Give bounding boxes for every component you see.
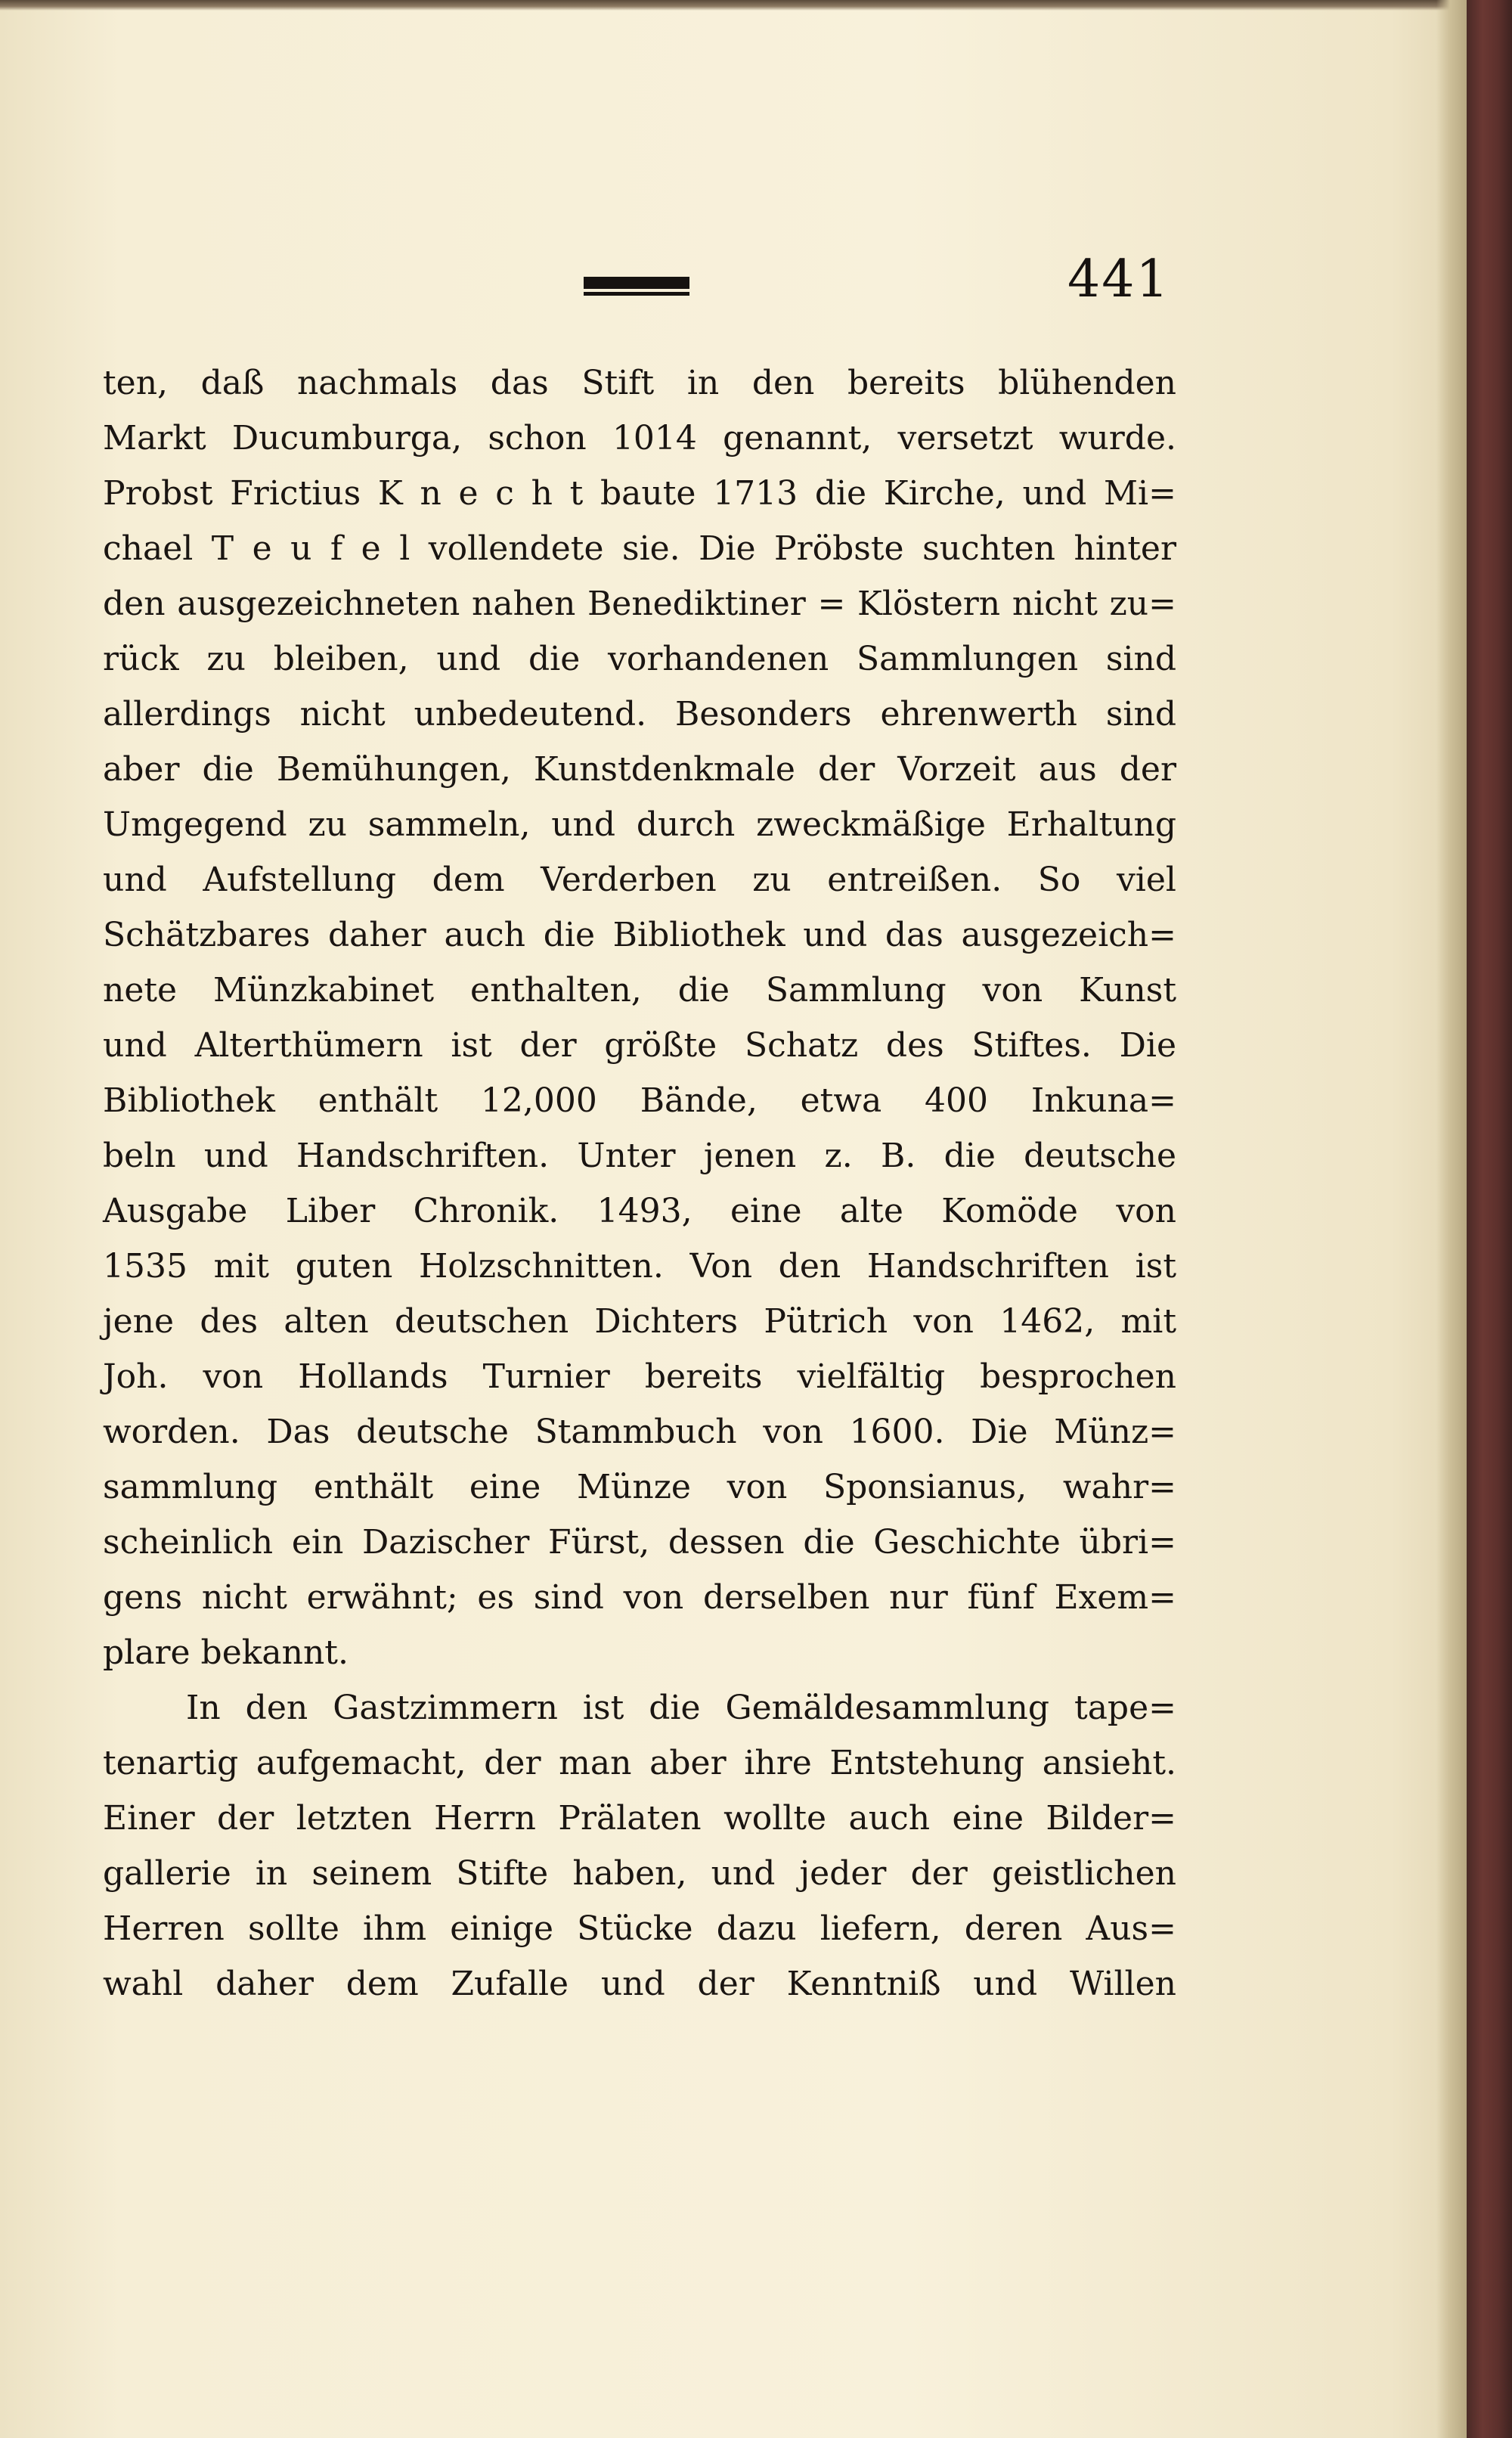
text-line: chael T e u f e l vollendete sie. Die Pröbste suchten hinter bbox=[103, 529, 1176, 568]
text-line: beln und Handschriften. Unter jenen z. B. die deutsche bbox=[103, 1137, 1176, 1175]
text-line: Bibliothek enthält 12,000 Bände, etwa 400 Inkuna= bbox=[103, 1081, 1176, 1120]
text-line: den ausgezeichneten nahen Benediktiner = Klöstern nicht zu= bbox=[103, 585, 1176, 623]
text-line: scheinlich ein Dazischer Fürst, dessen die Geschichte übri= bbox=[103, 1523, 1176, 1562]
text-line: Schätzbares daher auch die Bibliothek und das ausgezeich= bbox=[103, 916, 1176, 954]
text-line: aber die Bemühungen, Kunstdenkmale der Vorzeit aus der bbox=[103, 750, 1176, 789]
page-edge-shadow bbox=[1436, 0, 1467, 2438]
page-header bbox=[0, 250, 1436, 333]
text-line: plare bekannt. bbox=[103, 1633, 349, 1672]
text-line: tenartig aufgemacht, der man aber ihre Entstehung ansieht. bbox=[103, 1744, 1176, 1782]
text-line: gallerie in seinem Stifte haben, und jeder der geistlichen bbox=[103, 1854, 1176, 1893]
text-line: ten, daß nachmals das Stift in den bereits blühenden bbox=[103, 364, 1176, 402]
text-line: In den Gastzimmern ist die Gemäldesammlung tape= bbox=[186, 1689, 1176, 1727]
book-cover-edge bbox=[1467, 0, 1512, 2438]
text-line: allerdings nicht unbedeutend. Besonders ehrenwerth sind bbox=[103, 695, 1176, 734]
text-line: Herren sollte ihm einige Stücke dazu liefern, deren Aus= bbox=[103, 1909, 1176, 1948]
top-edge-shadow bbox=[0, 0, 1459, 11]
text-line: sammlung enthält eine Münze von Sponsianus, wahr= bbox=[103, 1468, 1176, 1506]
text-line: Umgegend zu sammeln, und durch zweckmäßige Erhaltung bbox=[103, 805, 1176, 844]
text-line: gens nicht erwähnt; es sind von derselben nur fünf Exem= bbox=[103, 1578, 1176, 1617]
text-line: wahl daher dem Zufalle und der Kenntniß und Willen bbox=[103, 1965, 1176, 2003]
text-line: worden. Das deutsche Stammbuch von 1600. Die Münz= bbox=[103, 1413, 1176, 1451]
body-text bbox=[103, 355, 1176, 2012]
text-line: nete Münzkabinet enthalten, die Sammlung von Kunst bbox=[103, 971, 1176, 1010]
header-rule bbox=[584, 277, 689, 289]
text-line: Ausgabe Liber Chronik. 1493, eine alte Komöde von bbox=[103, 1192, 1176, 1230]
text-line: Einer der letzten Herrn Prälaten wollte auch eine Bilder= bbox=[103, 1799, 1176, 1838]
text-line: Probst Frictius K n e c h t baute 1713 die Kirche, und Mi= bbox=[103, 474, 1176, 513]
text-line: rück zu bleiben, und die vorhandenen Sammlungen sind bbox=[103, 640, 1176, 678]
page-number: 441 bbox=[1067, 250, 1170, 309]
text-line: 1535 mit guten Holzschnitten. Von den Handschriften ist bbox=[103, 1247, 1176, 1286]
text-line: Markt Ducumburga, schon 1014 genannt, versetzt wurde. bbox=[103, 419, 1176, 458]
text-line: und Alterthümern ist der größte Schatz des Stiftes. Die bbox=[103, 1026, 1176, 1065]
text-line: und Aufstellung dem Verderben zu entreißen. So viel bbox=[103, 861, 1176, 899]
text-line: jene des alten deutschen Dichters Pütrich von 1462, mit bbox=[103, 1302, 1176, 1341]
text-line: Joh. von Hollands Turnier bereits vielfältig besprochen bbox=[103, 1357, 1176, 1396]
